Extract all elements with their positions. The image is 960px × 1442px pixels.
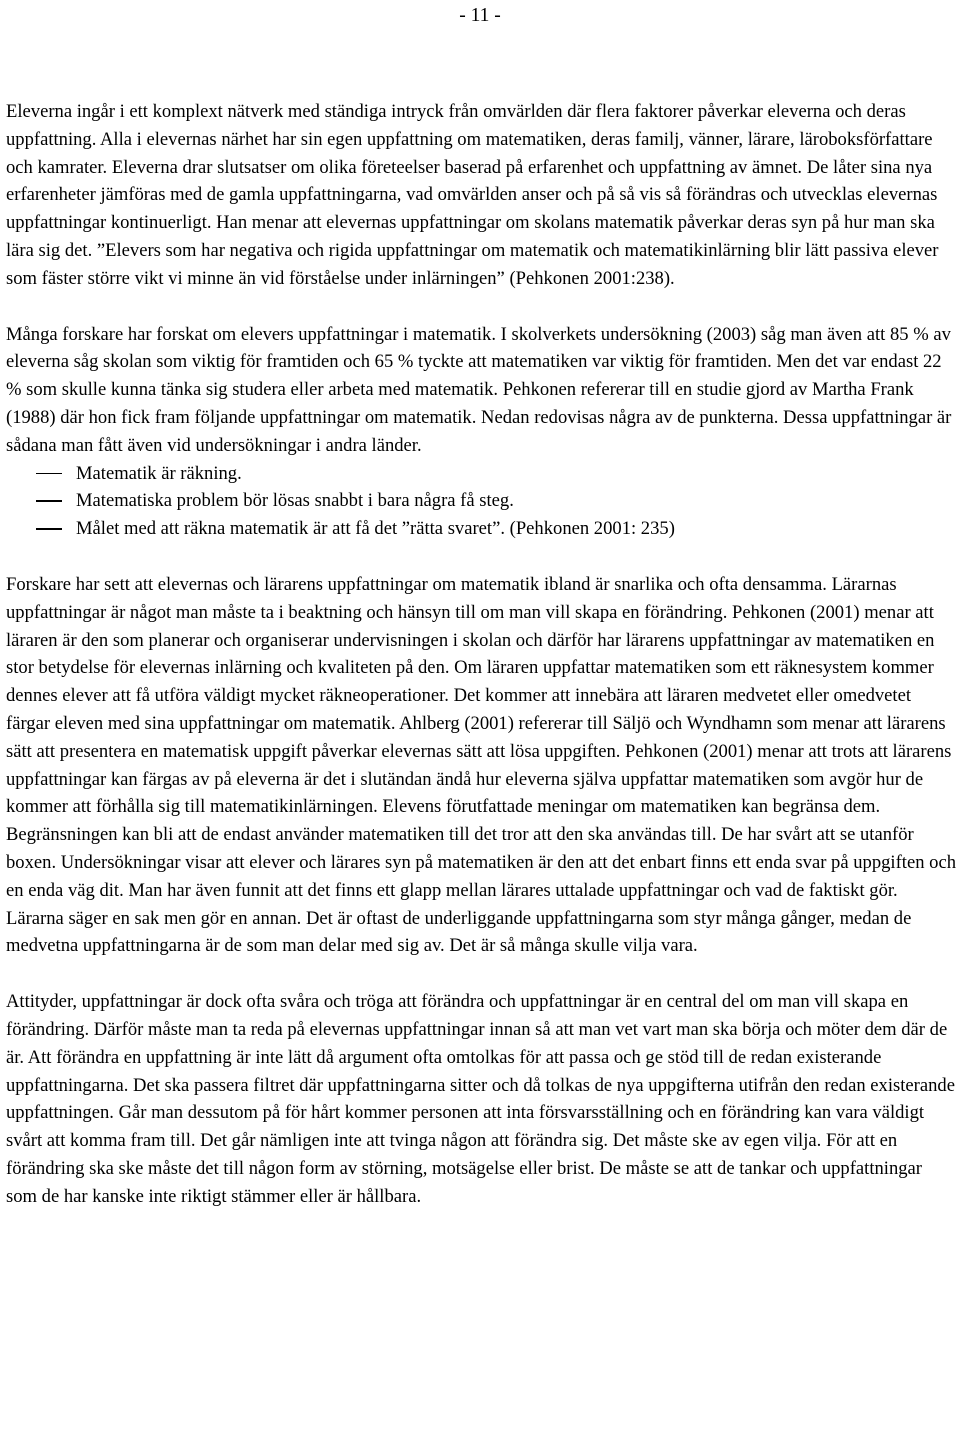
list-item-text: Målet med att räkna matematik är att få det ”rätta svaret”. (Pehkonen 2001: 235) [76, 518, 675, 540]
paragraph-3: Forskare har sett att elevernas och lärarens uppfattningar om matematik ibland är snarlika och ofta densamma. Lärarnas uppfattningar är något man måste ta i beaktning och hänsyn till om man vill skapa en förändring. Pehkonen (2001) menar att läraren är den som planerar och organiserar undervisningen i skolan och därför har lärarens uppfattningar av matematiken en stor betydelse för elevernas inlärning och kvaliteten på den. Om läraren uppfattar matematiken som ett räknesystem kommer dennes elever att få utföra väldigt mycket räkneoperationer. Det kommer att innebära att läraren medvetet eller omedvetet färgar eleven med sina uppfattningar om matematik. Ahlberg (2001) refererar till Säljö och Wyndhamn som menar att lärarens sätt att presentera en matematisk uppgift påverkar elevernas sätt att lösa uppgiften. Pehkonen (2001) menar att trots att lärarens uppfattningar kan färgas av på eleverna är det i slutändan ändå hur eleverna själva uppfattar matematiken som avgör hur de kommer att förhålla sig till matematikinlärningen. Elevens förutfattade meningar om matematiken kan begränsa dem. Begränsningen kan bli att de endast använder matematiken till det tror att den ska användas till. De har svårt att se utanför boxen. Undersökningar visar att elever och lärares syn på matematiken är den att det enbart finns ett enda svar på uppgiften och en enda väg dit. Man har även funnit att det finns ett glapp mellan lärares uttalade uppfattningar och vad de faktiskt gör. Lärarna säger en sak men gör en annan. Det är oftast de underliggande uppfattningarna som styr många gånger, medan de medvetna uppfattningarna är de som man delar med sig av. Det är så många skulle vilja vara. [6, 573, 956, 957]
dash-bullet-icon [36, 528, 62, 530]
paragraph-4: Attityder, uppfattningar är dock ofta svåra och tröga att förändra och uppfattningar är en central del om man vill skapa en förändring. Därför måste man ta reda på elevernas uppfattningar innan så att man vet vart man ska börja och möter dem där de är. Att förändra en uppfattning är inte lätt då argument ofta omtolkas för att passa och ge stöd till de redan existerande uppfattningarna. Det ska passera filtret där uppfattningarna sitter och då tolkas de nya uppgifterna utifrån den redan existerande uppfattningen. Går man dessutom på för hårt kommer personen att inta försvarsställning och en förändring kan vara väldigt svårt att komma fram till. Det går nämligen inte att tvinga någon att förändra sig. Det måste ske av egen vilja. För att en förändring ska ske måste det till någon form av störning, motsägelse eller brist. De måste se att de tankar och uppfattningar som de har kanske inte riktigt stämmer eller är hållbara. [6, 991, 955, 1207]
paragraph-2: Många forskare har forskat om elevers uppfattningar i matematik. I skolverkets undersökning (2003) såg man även att 85 % av eleverna såg skolan som viktig för framtiden och 65 % tyckte att matematiken var viktig för framtiden. Men det var endast 22 % som skulle kunna tänka sig studera eller arbeta med matematik. Pehkonen refererar till en studie gjord av Martha Frank (1988) där hon fick fram följande uppfattningar om matematik. Nedan redovisas några av de punkterna. Dessa uppfattningar är sådana man fått även vid undersökningar i andra länder. [6, 323, 952, 456]
paragraph-1: Eleverna ingår i ett komplext nätverk med ständiga intryck från omvärlden där flera faktorer påverkar eleverna och deras uppfattning. Alla i elevernas närhet har sin egen uppfattning om matematiken, deras familj, vänner, lärare, läroboksförfattare och kamrater. Eleverna drar slutsatser om olika företeelser baserad på erfarenhet och uppfattning av ämnet. De låter sina nya erfarenheter jämföras med de gamla uppfattningarna, vad omvärlden anser och på så vis så förändras och utvecklas elevernas uppfattningar kontinuerligt. Han menar att elevernas uppfattningar om skolans matematik påverkar deras syn på hur man ska lära sig det. ”Elevers som har negativa och rigida uppfattningar om matematik och matematikinlärning blir lätt passiva elever som fäster större vikt vi minne än vid förståelse under inlärningen” (Pehkonen 2001:238). [6, 101, 939, 289]
list-item-text: Matematik är räkning. [76, 462, 242, 484]
dash-list [6, 460, 956, 543]
page-number: - 11 - [459, 5, 501, 26]
paragraph-gap [6, 960, 956, 988]
list-item-text: Matematiska problem bör lösas snabbt i bara några få steg. [76, 490, 514, 512]
list-item [6, 515, 956, 543]
list-item [6, 487, 956, 515]
dash-bullet-icon [36, 500, 62, 502]
paragraph-gap [6, 543, 956, 571]
list-item [6, 460, 956, 488]
paragraph-gap [6, 293, 956, 321]
document-body [6, 98, 956, 1210]
dash-bullet-icon [36, 473, 62, 475]
